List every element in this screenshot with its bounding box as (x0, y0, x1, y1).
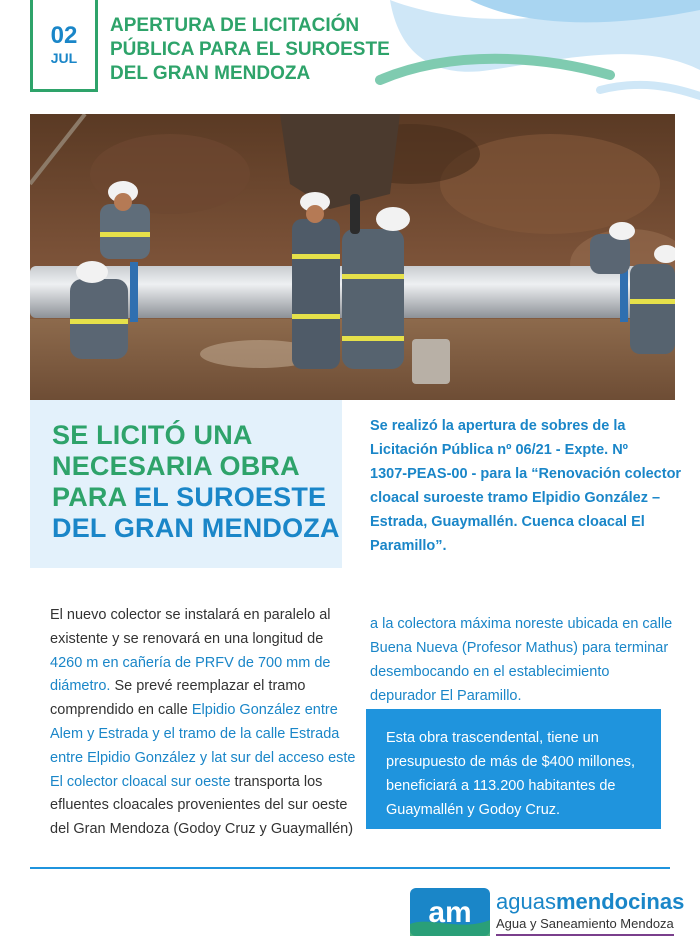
body-line: a la colectora máxima noreste ubicada en calle (370, 616, 673, 632)
body-line: del Gran Mendoza (Godoy Cruz y Guaymallén) (50, 821, 354, 838)
headline-line: SE LICITÓ UNA (52, 420, 253, 450)
lead-line: Paramillo”. (370, 538, 447, 554)
headline-line: DEL GRAN MENDOZA (52, 513, 340, 543)
body-highlight: Elpidio González entre (191, 702, 338, 719)
lead-line: Estrada, Guaymallén. Cuenca cloacal El (370, 514, 645, 530)
headline-fragment: PARA (52, 482, 134, 512)
body-line: entre Elpidio González y lat sur del acceso este (50, 749, 356, 766)
body-fragment: comprendido en calle (50, 702, 192, 719)
body-highlight: El colector cloacal sur oeste (50, 773, 231, 790)
lead-line: 1307-PEAS-00 - para la “Renovación colector (370, 466, 682, 482)
header-title (110, 14, 400, 86)
am-logo-icon (410, 888, 490, 936)
body-line: efluentes cloacales provenientes del sur oeste (50, 797, 348, 814)
body-highlight: diámetro. (50, 678, 111, 695)
lead-paragraph (370, 414, 680, 558)
header-title-line: DEL GRAN MENDOZA (110, 63, 311, 84)
budget-callout (366, 709, 661, 829)
date-day: 02 (50, 21, 78, 49)
body-line (50, 699, 350, 723)
budget-line: Esta obra trascendental, tiene un (386, 730, 599, 746)
headline-line (52, 482, 342, 513)
body-line: depurador El Paramillo. (370, 688, 522, 704)
aguas-mendocinas-logo (410, 882, 685, 942)
headline-line: NECESARIA OBRA (52, 451, 300, 481)
lead-line: Se realizó la apertura de sobres de la (370, 418, 626, 434)
body-fragment: transporta los (230, 773, 323, 790)
footer-divider (30, 867, 670, 869)
logo-name (496, 890, 684, 914)
body-text-left (50, 604, 356, 842)
body-line: El nuevo colector se instalará en paralelo al (50, 607, 331, 623)
headline (52, 420, 342, 544)
logo-name-part: aguas (496, 889, 556, 914)
date-badge (30, 0, 98, 92)
budget-line: Guaymallén y Godoy Cruz. (386, 802, 561, 818)
logo-name-bold: mendocinas (555, 889, 685, 914)
date-month: JUL (50, 49, 78, 66)
body-text-right (370, 612, 673, 708)
logo-mark-text: am (428, 896, 472, 929)
lead-line: cloacal suroeste tramo Elpidio González – (370, 490, 661, 506)
header-title-line: APERTURA DE LICITACIÓN (110, 15, 360, 36)
construction-photo (30, 114, 675, 400)
body-line (50, 675, 350, 699)
body-fragment: Se prevé reemplazar el tramo (110, 678, 306, 695)
body-line: Buena Nueva (Profesor Mathus) para terminar (370, 640, 669, 656)
body-line: Alem y Estrada y el tramo de la calle Estrada (50, 725, 340, 742)
body-line: existente y se renovará en una longitud de (50, 630, 324, 647)
lead-line: Licitación Pública nº 06/21 - Expte. Nº (370, 442, 628, 458)
headline-box (30, 400, 342, 568)
logo-tagline: Agua y Saneamiento Mendoza (496, 916, 674, 936)
body-line: 4260 m en cañería de PRFV de 700 mm de (50, 654, 331, 671)
body-line: desembocando en el establecimiento (370, 664, 610, 680)
header-title-line: PÚBLICA PARA EL SUROESTE (110, 39, 390, 60)
headline-highlight: EL SUROESTE (134, 482, 327, 512)
body-line (50, 771, 350, 795)
budget-line: beneficiará a 113.200 habitantes de (386, 778, 616, 794)
budget-line: presupuesto de más de $400 millones, (386, 754, 636, 770)
